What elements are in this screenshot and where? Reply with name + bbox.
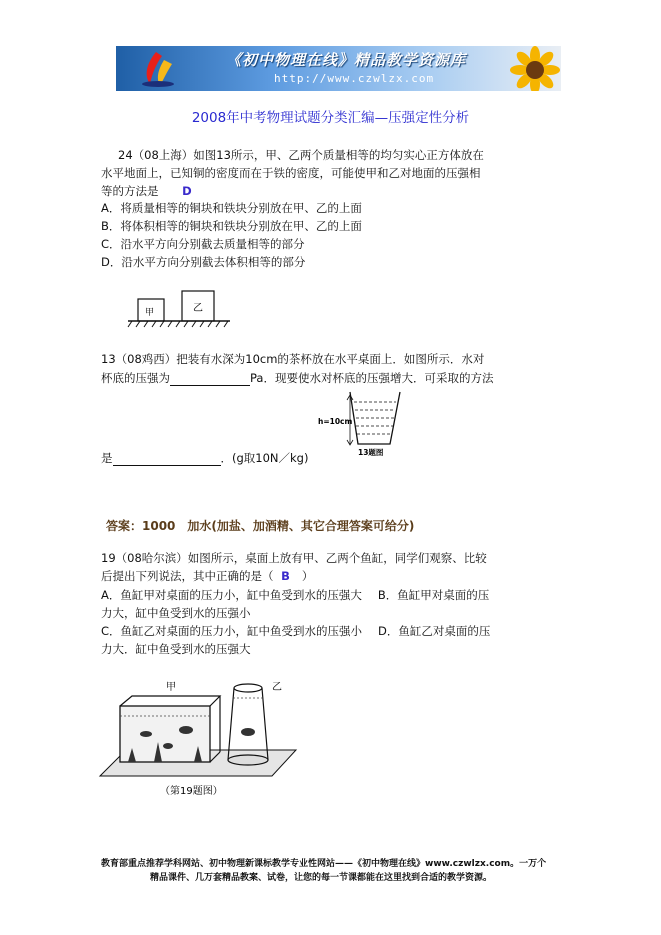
q19-stem-end: 后提出下列说法，其中正确的是（ (101, 569, 274, 583)
q24-line2: 水平地面上，已知铜的密度而在于铁的密度，可能使甲和乙对地面的压强相 (101, 166, 481, 180)
q13-blank-pressure[interactable] (170, 373, 250, 386)
site-logo-icon (138, 50, 178, 88)
site-banner (116, 46, 561, 91)
q19-line3 (101, 587, 489, 603)
cube-jia-label: 甲 (145, 308, 155, 318)
q19-paren-close: ） (301, 569, 314, 583)
q13-line1: 13（08鸡西）把装有水深为10cm的茶杯放在水平桌面上．如图所示．水对 (101, 352, 485, 366)
q19-fish-tanks-figure (98, 676, 298, 802)
q19-line5 (101, 623, 490, 639)
q19-option-c: C．鱼缸乙对桌面的压力小，缸中鱼受到水的压强小 (101, 624, 363, 638)
footer-line2: 精品课件、几万套精品教案、试卷，让您的每一节课都能在这里找到合适的教学资源。 (150, 873, 493, 883)
q19-line1: 19（08哈尔滨）如图所示，桌面上放有甲、乙两个鱼缸，同学们观察、比较 (101, 551, 487, 565)
sunflower-icon (508, 46, 561, 91)
tank-jia-label: 甲 (166, 682, 176, 693)
q13-blank-method[interactable] (113, 453, 221, 466)
banner-url[interactable]: http://www.czwlzx.com (274, 72, 435, 85)
q19-line4: 力大，缸中鱼受到水的压强小 (101, 606, 251, 620)
q19-option-b: B．鱼缸甲对桌面的压 (377, 588, 490, 602)
q19-option-a: A．鱼缸甲对桌面的压力小，缸中鱼受到水的压强大 (101, 588, 362, 602)
q13-cup-figure (318, 388, 408, 458)
tank-yi-label: 乙 (272, 682, 282, 693)
banner-title: 《初中物理在线》精品教学资源库 (226, 51, 467, 69)
q13-line3-start: 是 (101, 451, 113, 465)
q13-line2-start: 杯底的压强为 (101, 371, 170, 385)
q24-option-b: B．将体积相等的铜块和铁块分别放在甲、乙的上面 (101, 219, 362, 233)
q13-line2-end: Pa．现要使水对杯底的压强增大．可采取的方法 (250, 371, 494, 385)
q24-option-a: A．将质量相等的铜块和铁块分别放在甲、乙的上面 (101, 201, 362, 215)
cube-yi-label: 乙 (193, 303, 203, 314)
cup-depth-label: h=10cm (318, 417, 353, 426)
q24-option-d: D．沿水平方向分别截去体积相等的部分 (101, 255, 306, 269)
q13-line3-end: ．(g取10N／kg) (220, 451, 309, 465)
q24-line1: 24（08上海）如图13所示，甲、乙两个质量相等的均匀实心正方体放在 (118, 148, 484, 162)
page-title: 2008年中考物理试题分类汇编—压强定性分析 (191, 110, 470, 126)
tank-caption: （第19题图） (160, 786, 223, 797)
q13-answer: 答案：1000 加水(加盐、加酒精、其它合理答案可给分) (106, 519, 415, 533)
q19-option-d: D．鱼缸乙对桌面的压 (378, 624, 491, 638)
q24-stem-end: 等的方法是 (101, 184, 159, 198)
q24-cubes-figure (126, 287, 236, 329)
cup-caption: 13题图 (358, 448, 384, 457)
q19-line6: 力大．缸中鱼受到水的压强大 (101, 642, 251, 656)
q13-line2 (101, 370, 493, 386)
q24-line3 (101, 183, 192, 199)
q24-answer: D (182, 184, 192, 198)
q13-line3 (101, 450, 308, 466)
q19-line2 (101, 568, 313, 584)
footer-line1: 教育部重点推荐学科网站、初中物理新课标教学专业性网站——《初中物理在线》www.czwlzx.com。一万个 (101, 859, 547, 869)
q24-option-c: C．沿水平方向分别截去质量相等的部分 (101, 237, 305, 251)
q19-answer: B (281, 569, 290, 583)
